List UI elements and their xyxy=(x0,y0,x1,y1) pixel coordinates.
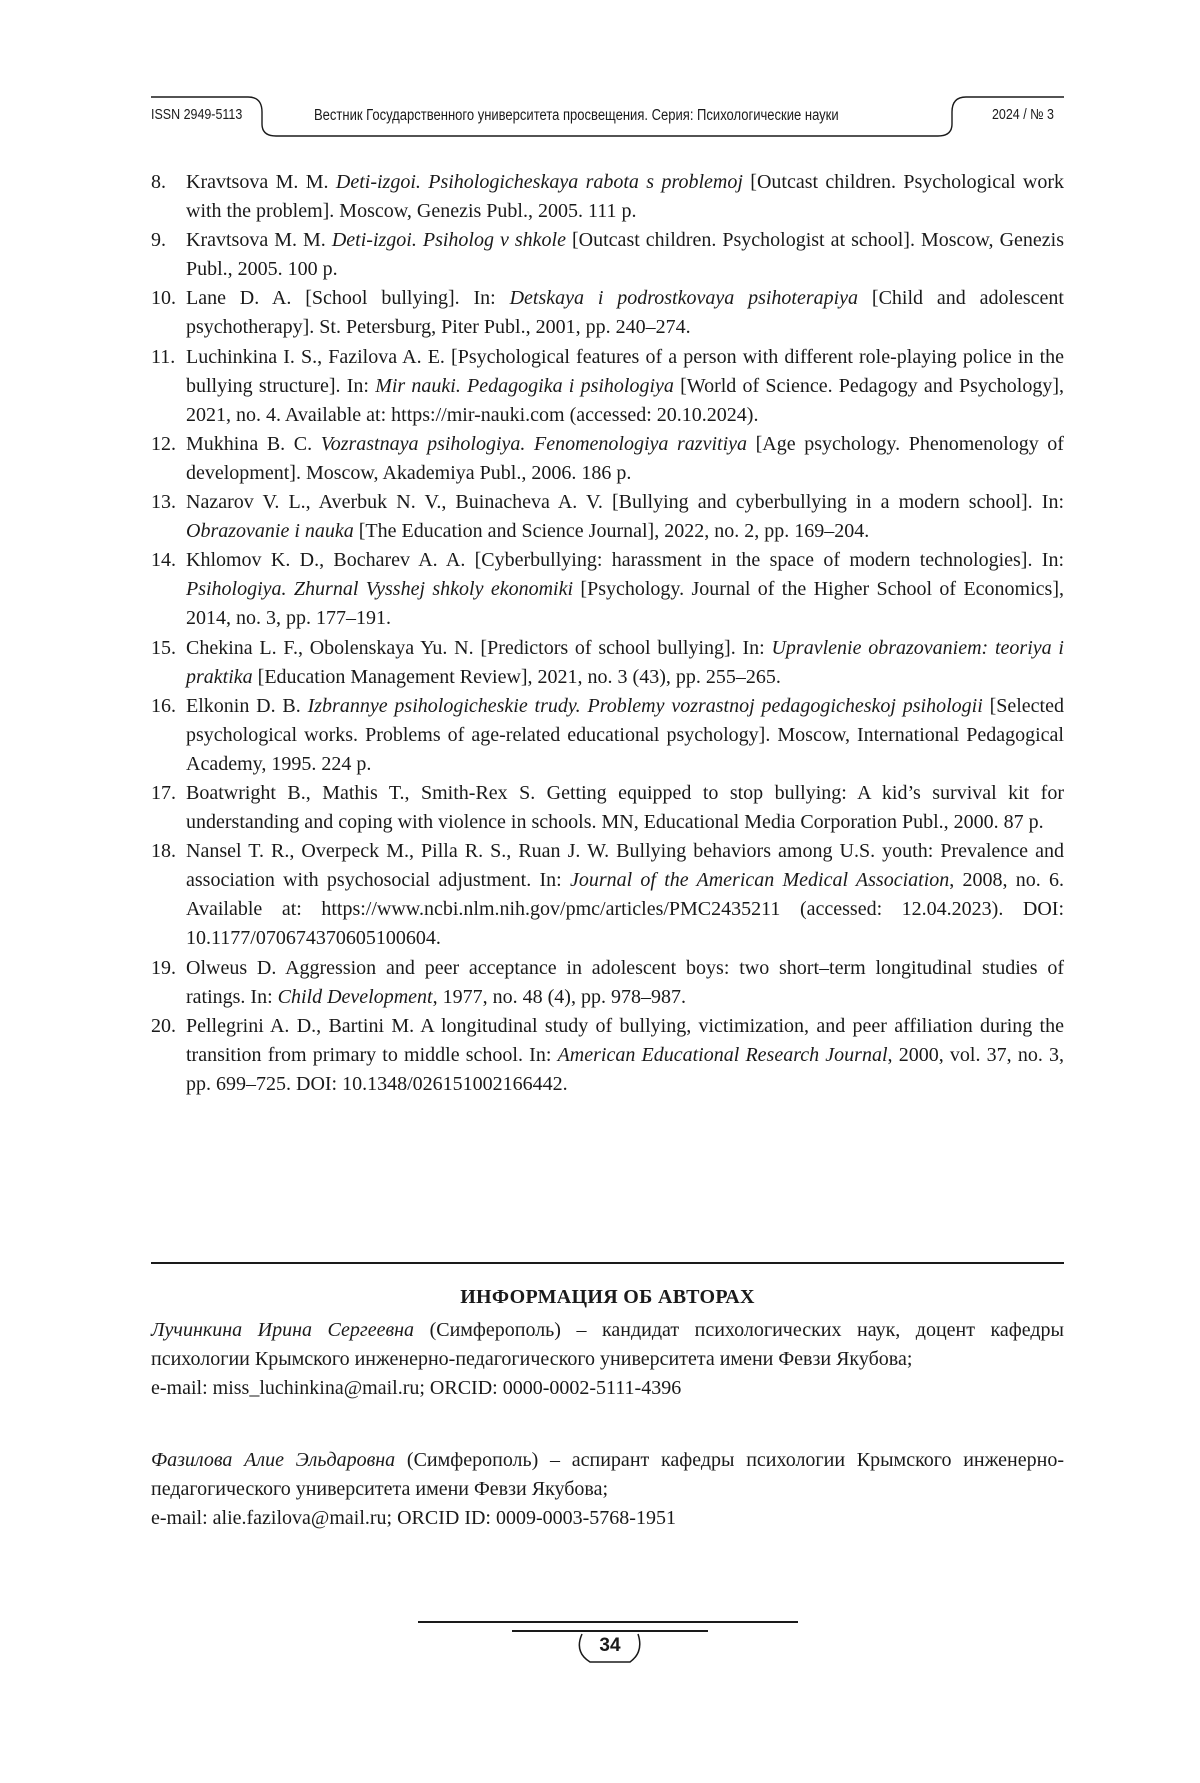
reference-text: [Outcast children. Psychological work with the problem]. Moscow, Genezis Publ., 2005. 111 p. xyxy=(186,171,1065,223)
reference-source-title: Psihologiya. Zhurnal Vysshej shkoly ekonomiki xyxy=(186,578,574,601)
reference-item xyxy=(151,343,1064,430)
reference-text: Khlomov K. D., Bocharev A. A. [Cyberbullying: harassment in the space of modern technologies]. In: xyxy=(186,549,1064,572)
section-divider xyxy=(151,1262,1064,1264)
reference-source-title: Detskaya i podrostkovaya psihoterapiya xyxy=(509,287,859,310)
issn-label: ISSN 2949-5113 xyxy=(151,107,243,123)
reference-text: [The Education and Science Journal], 2022, no. 2, pp. 169–204. xyxy=(353,520,870,543)
reference-text: Nansel T. R., Overpeck M., Pilla R. S., Ruan J. W. Bullying behaviors among U.S. youth: Prevalence and association with psychosocial adjustment. In: xyxy=(186,840,1064,892)
reference-number: 19. xyxy=(151,956,176,979)
reference-number: 17. xyxy=(151,781,176,804)
reference-item xyxy=(151,779,1064,837)
reference-number: 15. xyxy=(151,636,176,659)
author-name: Фазилова Алие Эльдаровна xyxy=(151,1449,396,1471)
author-details: (Симферополь) – кандидат психологических наук, доцент кафедры психологии Крымского инженерно-педагогического университета имени Февзи Якубова; xyxy=(151,1319,1064,1370)
reference-text: Luchinkina I. S., Fazilova A. E. [Psychological features of a person with different role-playing police in the bullying structure]. In: xyxy=(186,345,1064,397)
reference-source-title: Deti-izgoi. Psiholog v shkole xyxy=(331,229,566,252)
reference-source-title: Izbrannye psihologicheskie trudy. Problemy vozrastnoj pedagogicheskoj psihologii xyxy=(307,694,983,717)
reference-item xyxy=(151,226,1064,284)
author-entry xyxy=(151,1446,1064,1533)
reference-source-title: Vozrastnaya psihologiya. Fenomenologiya razvitiya xyxy=(320,432,748,455)
reference-item xyxy=(151,168,1064,226)
reference-text: [Psychology. Journal of the Higher School of Economics], 2014, no. 3, pp. 177–191. xyxy=(186,578,1064,630)
reference-text: Elkonin D. B. xyxy=(186,694,308,717)
reference-number: 8. xyxy=(151,171,166,193)
reference-text: Nazarov V. L., Averbuk N. V., Buinacheva A. V. [Bullying and cyberbullying in a modern school]. In: xyxy=(186,491,1064,514)
author-name: Лучинкина Ирина Сергеевна xyxy=(151,1319,415,1341)
reference-number: 9. xyxy=(151,229,166,252)
reference-text: Kravtsova M. M. xyxy=(186,229,332,252)
reference-number: 20. xyxy=(151,1014,176,1037)
reference-item xyxy=(151,430,1064,488)
reference-text: [Education Management Review], 2021, no. 3 (43), pp. 255–265. xyxy=(252,665,781,688)
reference-text: [Selected psychological works. Problems of age-related educational psychology]. Moscow, International Pedagogical Academy, 1995. 224 p. xyxy=(186,694,1064,775)
reference-text: Pellegrini A. D., Bartini M. A longitudinal study of bullying, victimization, and peer affiliation during the transition from primary to middle school. In: xyxy=(186,1014,1064,1066)
reference-number: 12. xyxy=(151,432,176,455)
reference-source-title: Child Development xyxy=(277,985,433,1008)
reference-item xyxy=(151,488,1064,546)
reference-item xyxy=(151,1012,1064,1099)
footer-rule xyxy=(418,1621,798,1623)
reference-source-title: Deti-izgoi. Psihologicheskaya rabota s problemoj xyxy=(335,171,743,193)
reference-text: , 2008, no. 6. Available at: https://www.ncbi.nlm.nih.gov/pmc/articles/PMC2435211 (accessed: 12.04.2023). DOI: 10.1177/070674370605100604. xyxy=(186,869,1064,950)
reference-source-title: Journal of the American Medical Association xyxy=(569,869,950,892)
reference-number: 16. xyxy=(151,694,176,717)
reference-source-title: Mir nauki. Pedagogika i psihologiya xyxy=(375,374,674,397)
reference-item xyxy=(151,954,1064,1012)
authors-section-title: ИНФОРМАЦИЯ ОБ АВТОРАХ xyxy=(460,1286,755,1308)
reference-source-title: American Educational Research Journal xyxy=(557,1043,888,1066)
reference-source-title: Upravlenie obrazovaniem: teoriya i praktika xyxy=(186,636,1064,688)
header-frame xyxy=(0,0,1200,150)
author-entry xyxy=(151,1316,1064,1403)
author-details: (Симферополь) – аспирант кафедры психологии Крымского инженерно-педагогического университета имени Февзи Якубова; xyxy=(151,1449,1065,1500)
reference-item xyxy=(151,284,1064,342)
reference-source-title: Obrazovanie i nauka xyxy=(186,520,354,543)
reference-item xyxy=(151,692,1064,779)
reference-number: 10. xyxy=(151,287,176,310)
reference-text: Mukhina B. C. xyxy=(186,432,321,455)
reference-number: 11. xyxy=(151,345,176,368)
reference-item xyxy=(151,837,1064,953)
reference-list xyxy=(151,168,1064,1099)
reference-text: , 2000, vol. 37, no. 3, pp. 699–725. DOI: 10.1348/026151002166442. xyxy=(186,1043,1065,1095)
author-contact: e-mail: miss_luchinkina@mail.ru; ORCID: 0000-0002-5111-4396 xyxy=(151,1377,682,1399)
page-number: 34 xyxy=(599,1635,621,1656)
reference-text: [World of Science. Pedagogy and Psychology], 2021, no. 4. Available at: https://mir-nauki.com (accessed: 20.10.2024). xyxy=(186,374,1064,426)
reference-text: Chekina L. F., Obolenskaya Yu. N. [Predictors of school bullying]. In: xyxy=(186,636,772,659)
reference-item xyxy=(151,546,1064,633)
issue-label: 2024 / № 3 xyxy=(992,107,1054,123)
reference-text: [Age psychology. Phenomenology of development]. Moscow, Akademiya Publ., 2006. 186 p. xyxy=(186,432,1064,484)
reference-number: 13. xyxy=(151,491,176,514)
reference-number: 14. xyxy=(151,549,176,572)
reference-item xyxy=(151,634,1064,692)
reference-number: 18. xyxy=(151,840,176,863)
reference-text: Boatwright B., Mathis T., Smith-Rex S. Getting equipped to stop bullying: A kid’s survival kit for understanding and coping with violence in schools. MN, Educational Media Corporation Publ., 2000. 87 p. xyxy=(186,781,1064,834)
reference-text: [Outcast children. Psychologist at school]. Moscow, Genezis Publ., 2005. 100 p. xyxy=(186,229,1064,281)
reference-text: [Child and adolescent psychotherapy]. St. Petersburg, Piter Publ., 2001, pp. 240–274. xyxy=(186,287,1064,339)
reference-text: Lane D. A. [School bullying]. In: xyxy=(186,287,510,310)
running-header xyxy=(0,0,1200,150)
journal-title: Вестник Государственного университета просвещения. Серия: Психологические науки xyxy=(314,107,839,124)
reference-text: , 1977, no. 48 (4), pp. 978–987. xyxy=(432,985,686,1008)
author-contact: e-mail: alie.fazilova@mail.ru; ORCID ID: 0009-0003-5768-1951 xyxy=(151,1507,676,1529)
reference-text: Olweus D. Aggression and peer acceptance in adolescent boys: two short–term longitudinal studies of ratings. In: xyxy=(186,956,1064,1008)
reference-text: Kravtsova M. M. xyxy=(186,171,336,193)
